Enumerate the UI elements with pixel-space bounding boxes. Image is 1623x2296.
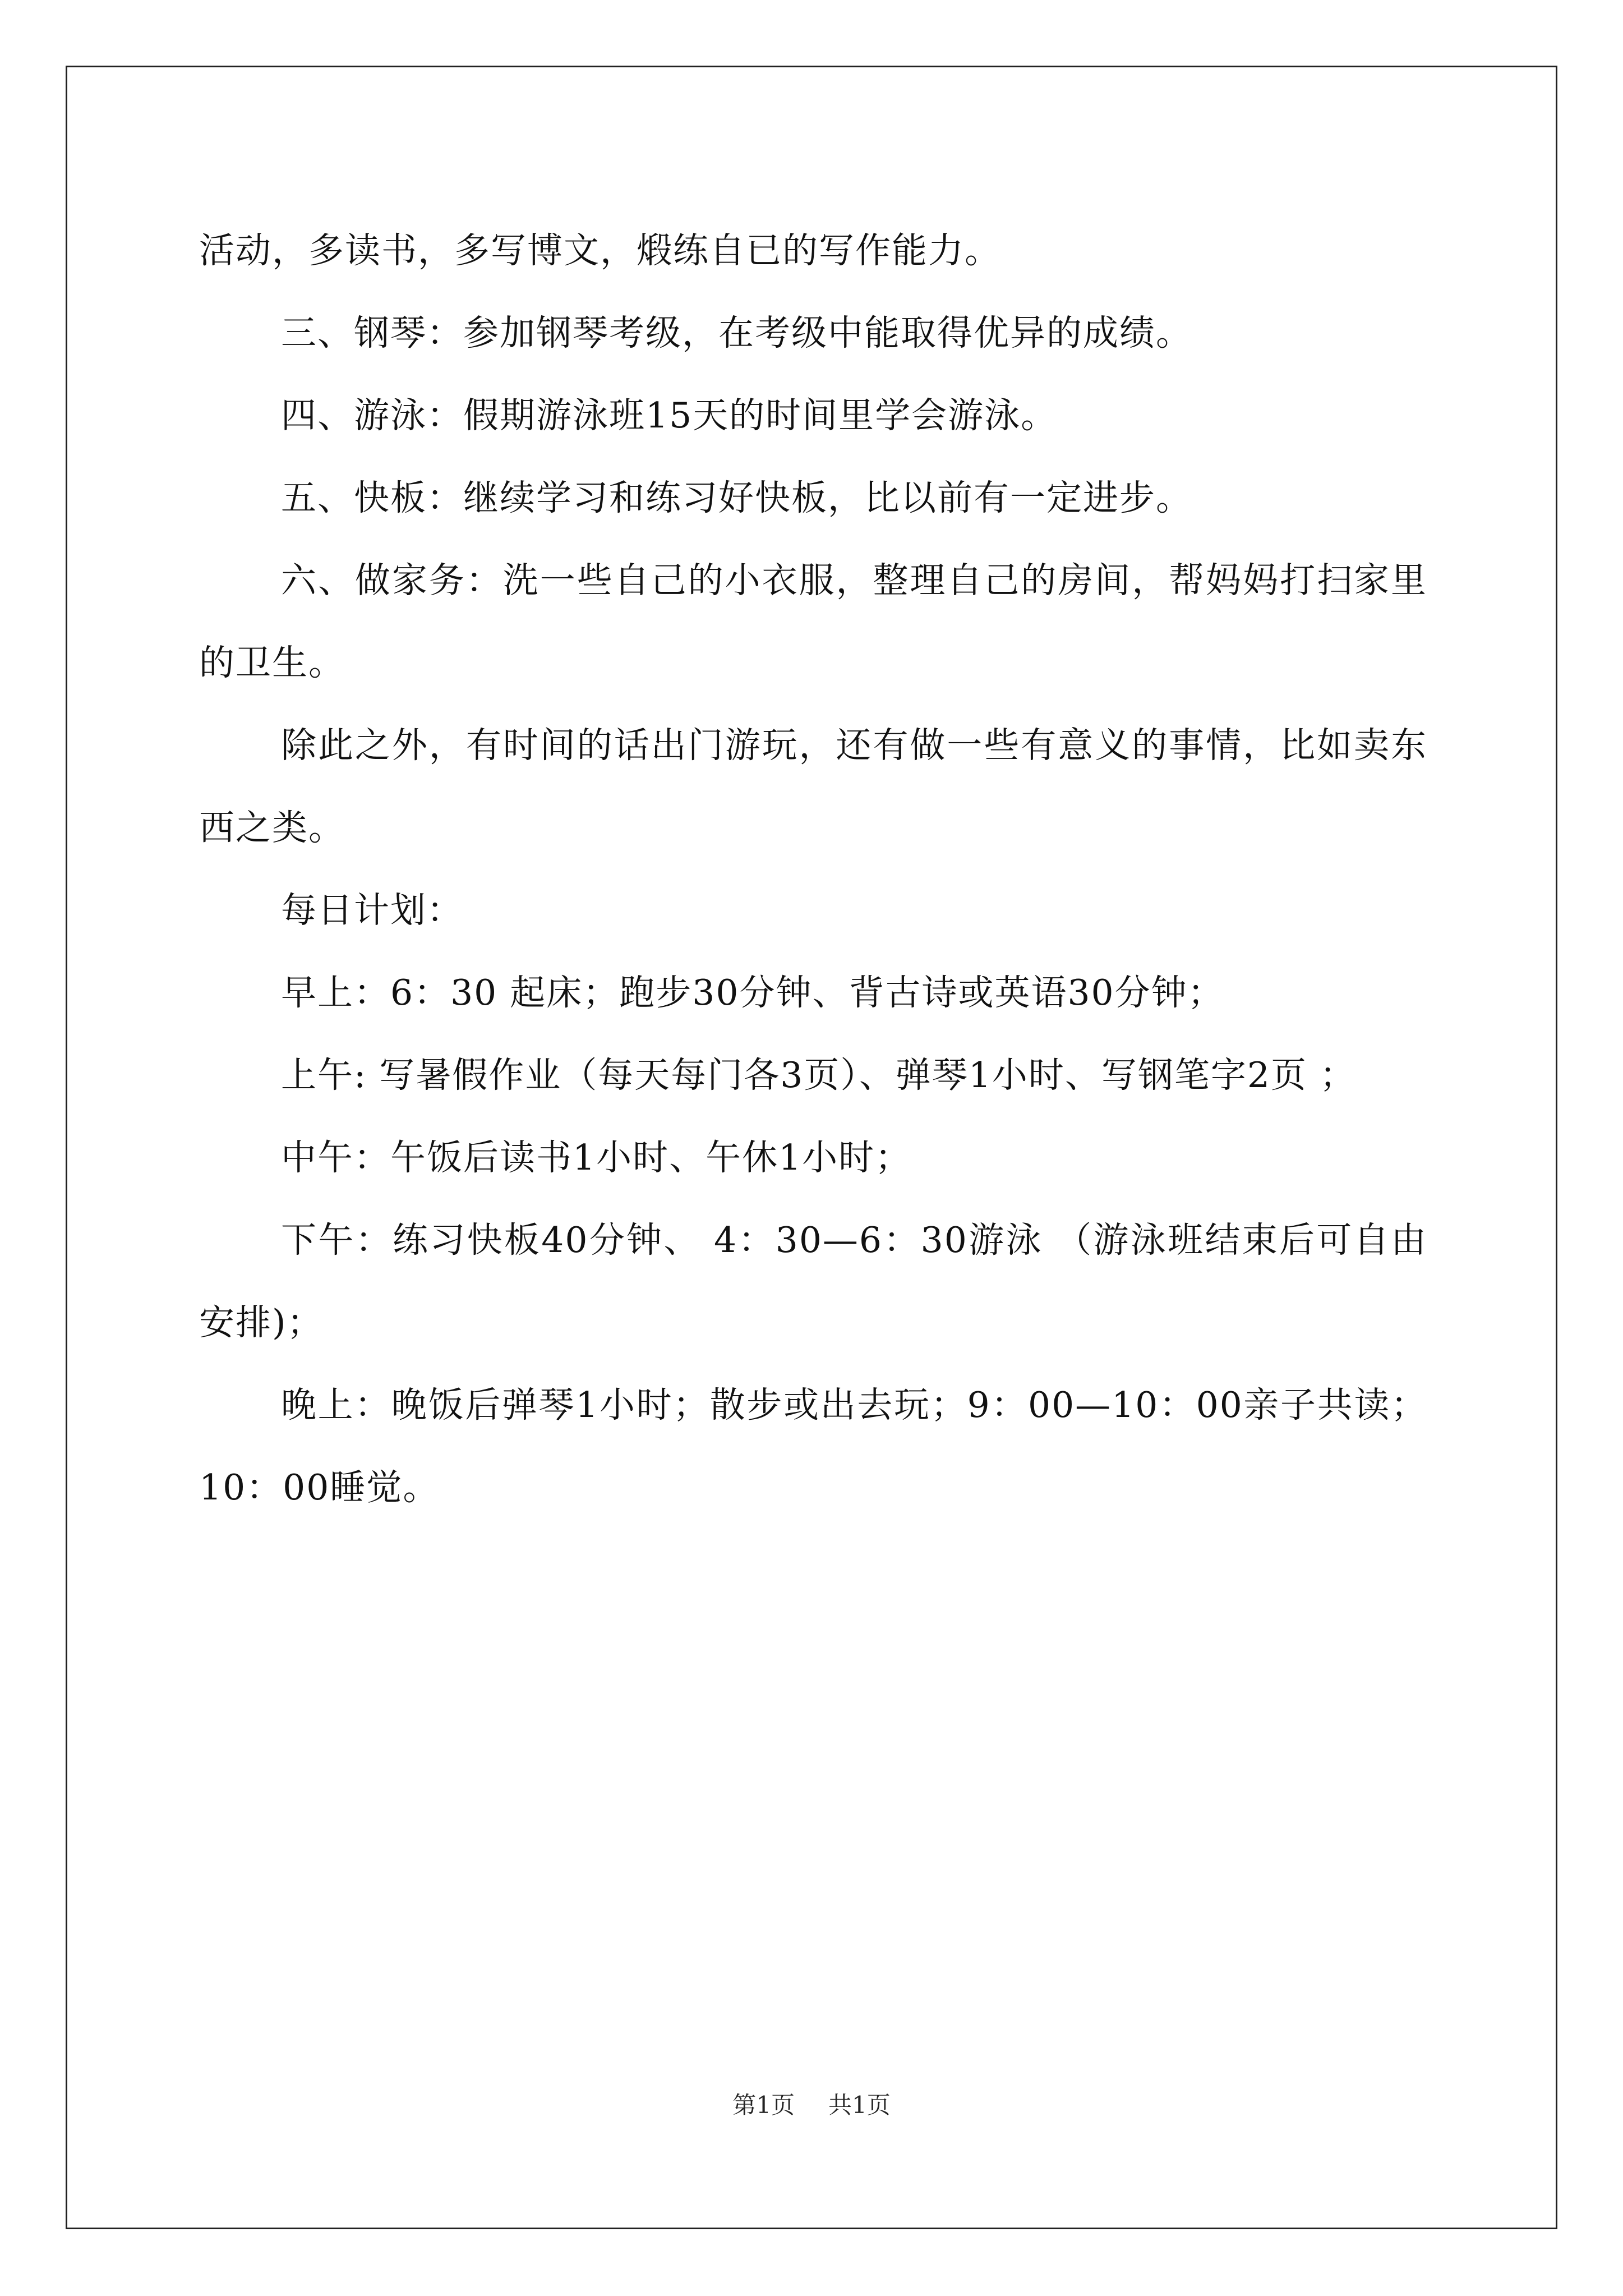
page-footer [0, 2090, 1623, 2121]
page-number: 第1页 [732, 2091, 795, 2119]
page-total: 共1页 [828, 2091, 891, 2119]
paragraph: 活动，多读书，多写博文，煅练自已的写作能力。 [199, 230, 1001, 271]
paragraph: 三、钢琴：参加钢琴考级，在考级中能取得优异的成绩。 [281, 312, 1192, 353]
paragraph: 上午: 写暑假作业（每天每门各3页）、弹琴1小时、写钢笔字2页 ； [281, 1055, 1357, 1096]
paragraph: 中午：午饭后读书1小时、午休1小时； [281, 1137, 912, 1178]
document-body [199, 209, 1427, 1529]
paragraph: 每日计划： [281, 890, 463, 931]
paragraph: 五、快板：继续学习和练习好快板，比以前有一定进步。 [281, 477, 1192, 518]
paragraph: 晚上：晚饭后弹琴1小时；散步或出去玩；9：00—10：00亲子共读；10：00睡觉。 [199, 1384, 1427, 1508]
paragraph: 下午：练习快板40分钟、 4：30—6：30游泳 （游泳班结束后可自由安排)； [199, 1220, 1427, 1343]
paragraph: 四、游泳：假期游泳班15天的时间里学会游泳。 [281, 395, 1058, 436]
paragraph: 早上：6：30 起床；跑步30分钟、背古诗或英语30分钟； [281, 972, 1224, 1013]
paragraph: 除此之外，有时间的话出门游玩，还有做一些有意义的事情，比如卖东西之类。 [199, 725, 1427, 848]
paragraph: 六、做家务：洗一些自己的小衣服，整理自己的房间，帮妈妈打扫家里的卫生。 [199, 560, 1427, 683]
